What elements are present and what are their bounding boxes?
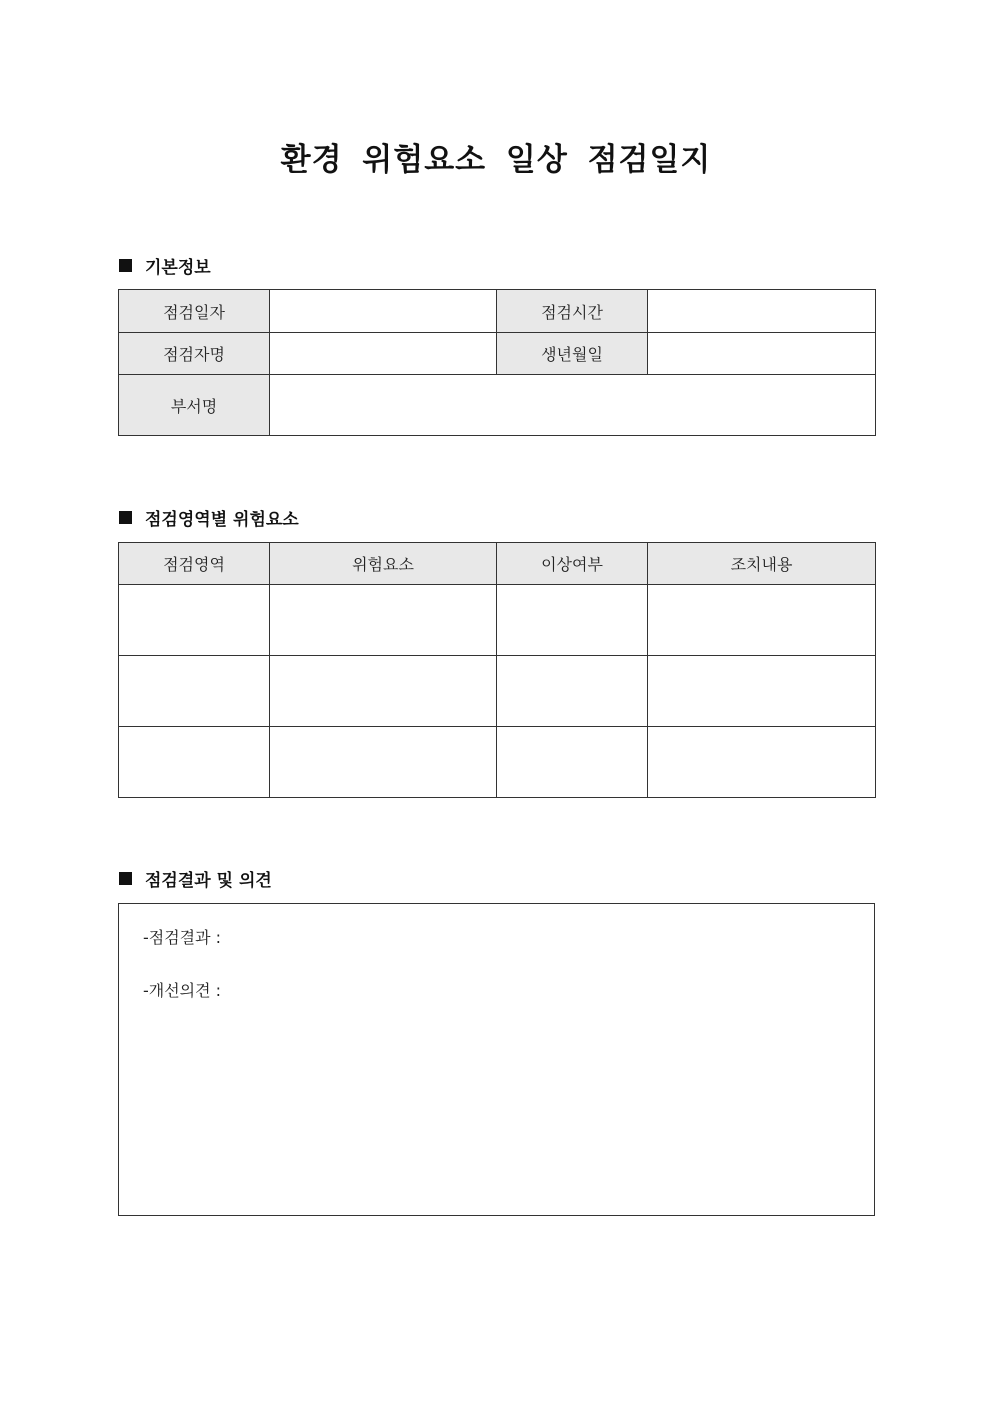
section-heading-label: 점검영역별 위험요소	[145, 509, 299, 530]
department-label: 부서명	[119, 375, 270, 436]
table-row	[119, 333, 876, 375]
hazard-cell[interactable]	[270, 585, 497, 656]
section-heading-label: 점검결과 및 의견	[145, 870, 272, 891]
column-header-hazard: 위험요소	[270, 543, 497, 585]
birth-date-field[interactable]	[648, 333, 876, 375]
action-cell[interactable]	[648, 585, 876, 656]
inspector-name-label: 점검자명	[119, 333, 270, 375]
abnormal-cell[interactable]	[497, 656, 648, 727]
abnormal-cell[interactable]	[497, 727, 648, 798]
section-heading-hazards	[119, 505, 299, 529]
inspection-time-field[interactable]	[648, 290, 876, 333]
inspection-date-field[interactable]	[270, 290, 497, 333]
area-cell[interactable]	[119, 727, 270, 798]
area-cell[interactable]	[119, 656, 270, 727]
table-row	[119, 290, 876, 333]
section-heading-results	[119, 866, 272, 890]
column-header-area: 점검영역	[119, 543, 270, 585]
area-cell[interactable]	[119, 585, 270, 656]
square-bullet-icon	[119, 259, 132, 272]
square-bullet-icon	[119, 872, 132, 885]
basic-info-table	[118, 289, 876, 436]
inspection-result-label: -점검결과 :	[143, 928, 222, 947]
table-row	[119, 375, 876, 436]
section-heading-label: 기본정보	[145, 257, 211, 278]
document-title: 환경 위험요소 일상 점검일지	[280, 142, 712, 178]
action-cell[interactable]	[648, 656, 876, 727]
birth-date-label: 생년월일	[497, 333, 648, 375]
table-header-row	[119, 543, 876, 585]
department-field[interactable]	[270, 375, 876, 436]
inspector-name-field[interactable]	[270, 333, 497, 375]
inspection-time-label: 점검시간	[497, 290, 648, 333]
hazard-cell[interactable]	[270, 727, 497, 798]
table-row	[119, 727, 876, 798]
square-bullet-icon	[119, 511, 132, 524]
hazard-cell[interactable]	[270, 656, 497, 727]
table-row	[119, 585, 876, 656]
section-heading-basic-info	[119, 253, 211, 277]
inspection-date-label: 점검일자	[119, 290, 270, 333]
table-row	[119, 656, 876, 727]
column-header-action: 조치내용	[648, 543, 876, 585]
action-cell[interactable]	[648, 727, 876, 798]
improvement-opinion-label: -개선의견 :	[143, 981, 222, 1000]
results-opinion-box[interactable]	[118, 903, 875, 1216]
abnormal-cell[interactable]	[497, 585, 648, 656]
hazards-table	[118, 542, 876, 798]
column-header-abnormal: 이상여부	[497, 543, 648, 585]
